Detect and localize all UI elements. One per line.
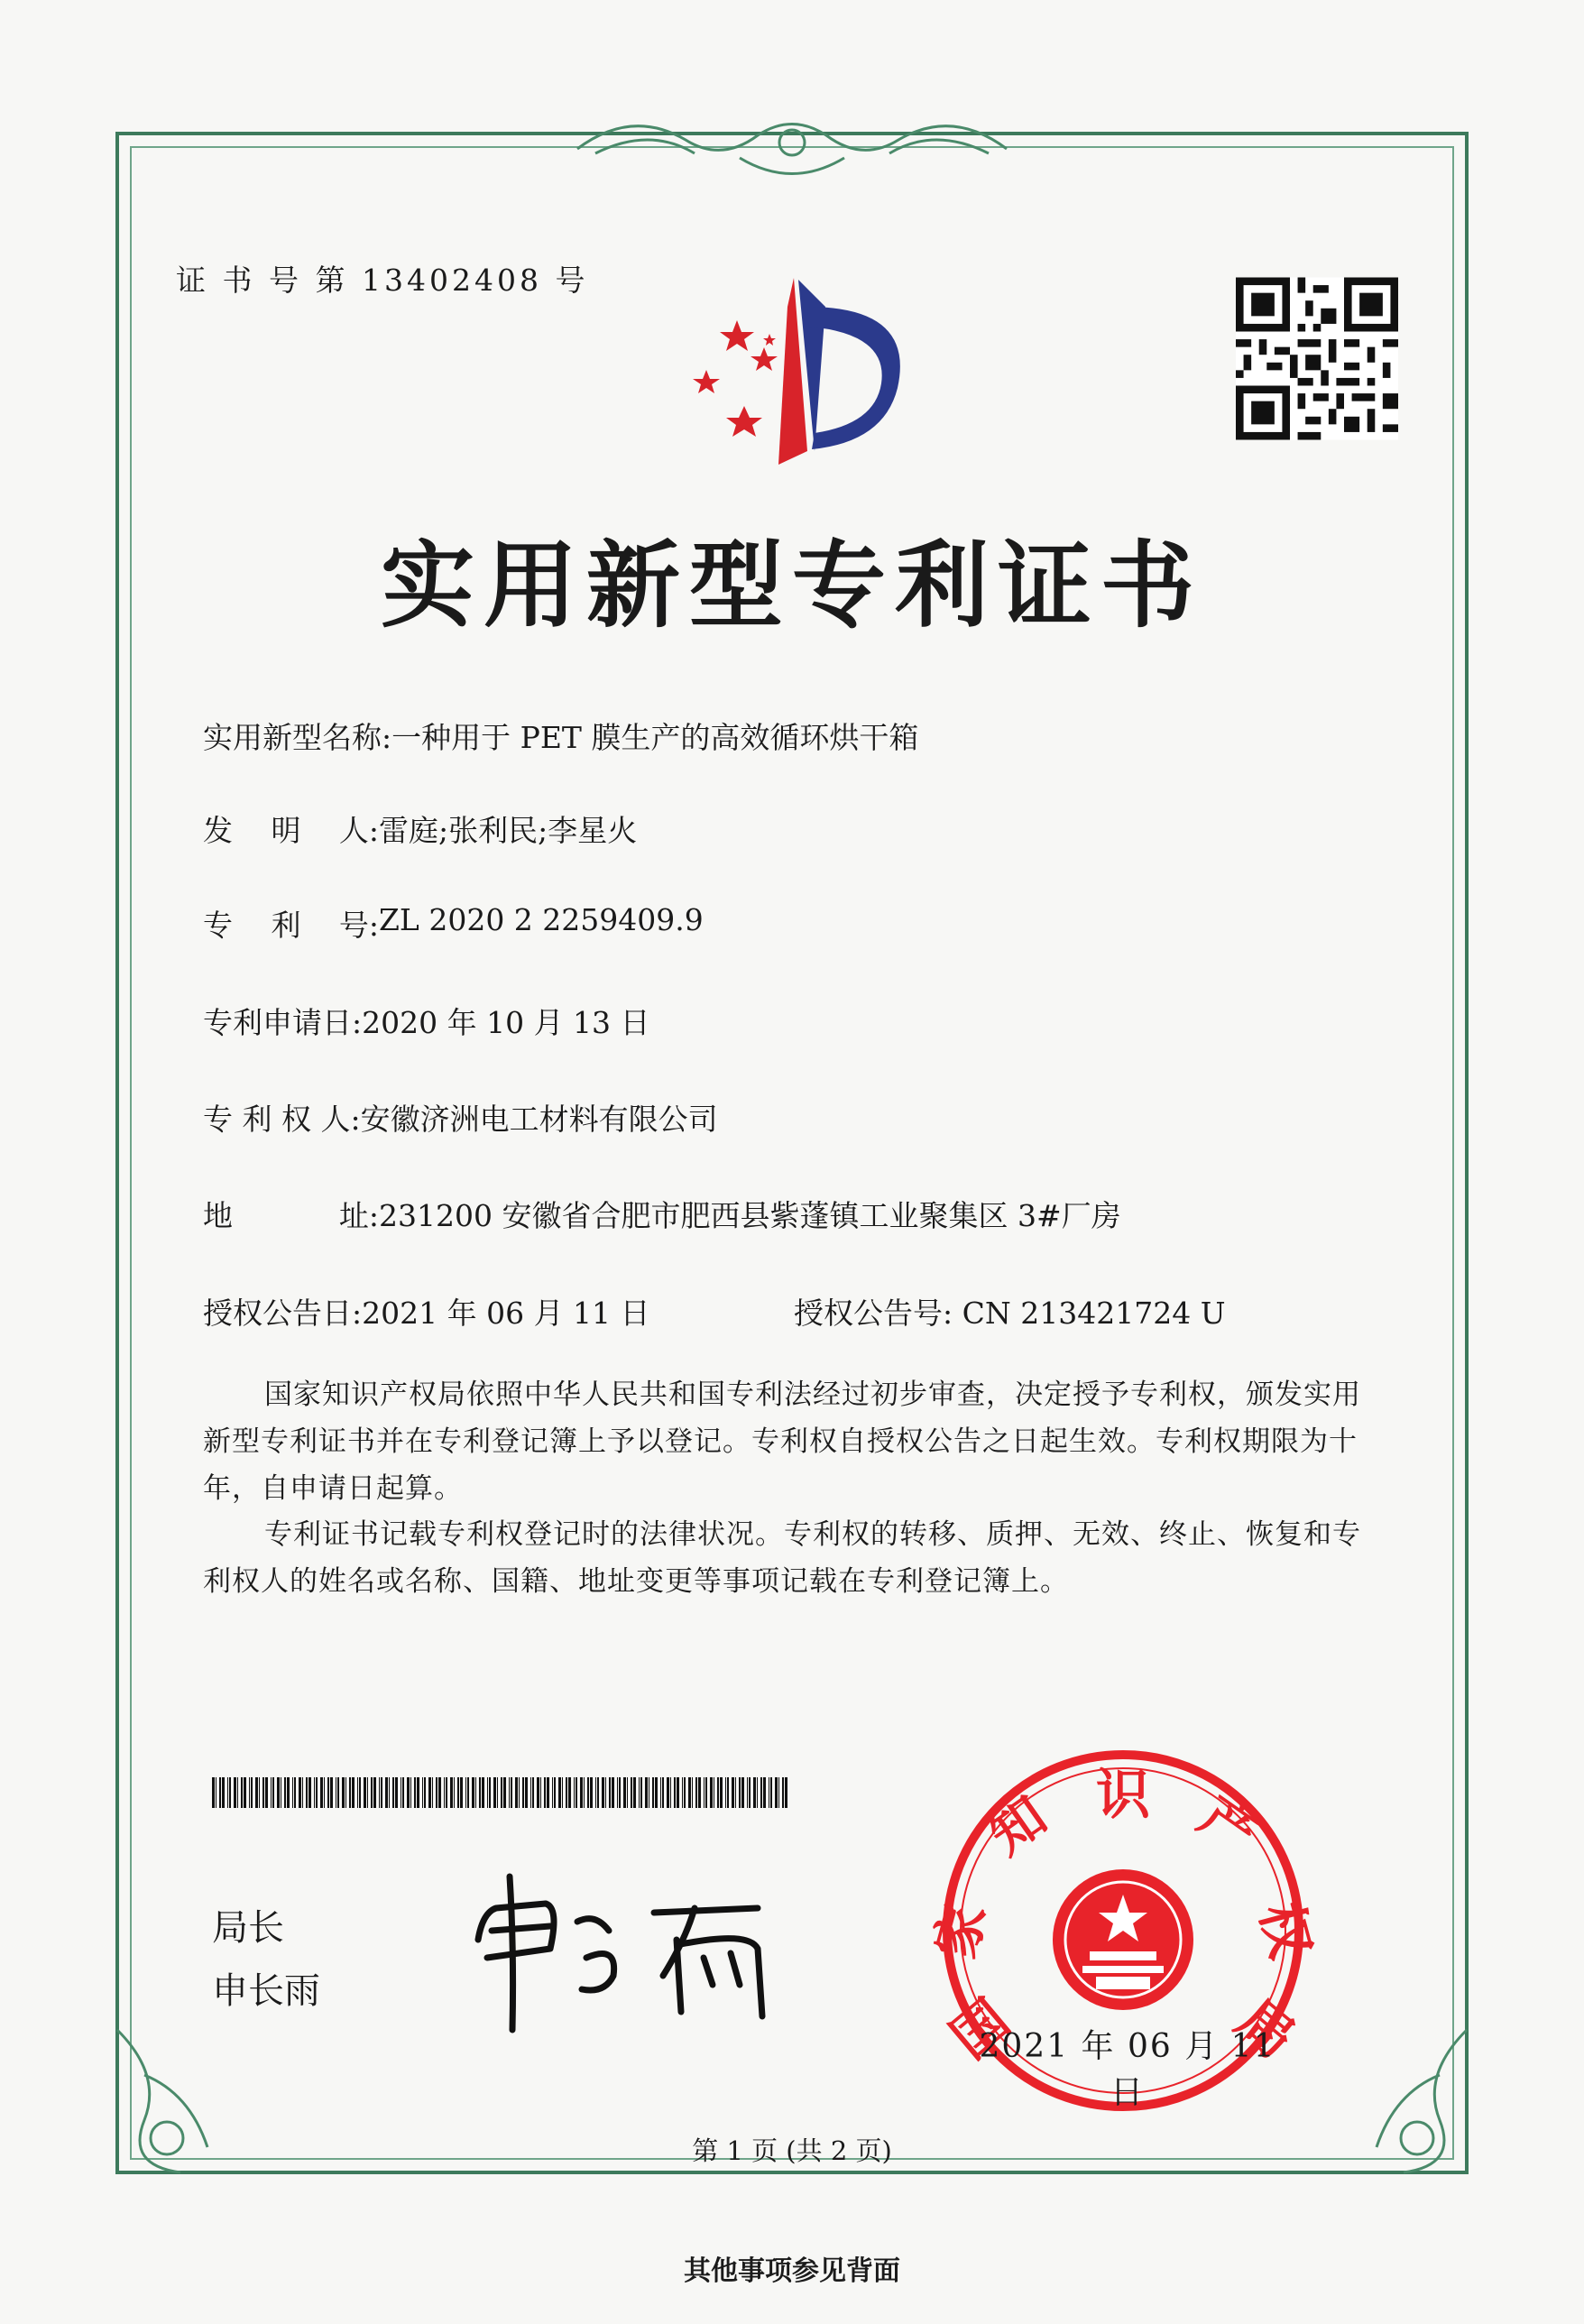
barcode-bar bbox=[493, 1777, 496, 1808]
barcode-bar bbox=[511, 1777, 512, 1808]
barcode-bar bbox=[547, 1777, 549, 1808]
field-patent-no-value: ZL 2020 2 2259409.9 bbox=[379, 902, 704, 937]
barcode-bar bbox=[544, 1777, 546, 1808]
barcode-bar bbox=[580, 1777, 583, 1808]
barcode-bar bbox=[357, 1777, 358, 1808]
barcode-bar bbox=[532, 1777, 534, 1808]
barcode-bar bbox=[677, 1777, 679, 1808]
svg-text:权: 权 bbox=[1247, 1895, 1322, 1965]
barcode-bar bbox=[747, 1777, 748, 1808]
field-grant-date-value: 2021 年 06 月 11 日 bbox=[362, 1296, 650, 1331]
field-grant-no-label: 授权公告号: bbox=[794, 1296, 953, 1331]
barcode bbox=[212, 1777, 789, 1808]
label-char: 地 bbox=[203, 1198, 233, 1233]
barcode-bar bbox=[667, 1777, 669, 1808]
barcode-bar bbox=[287, 1777, 290, 1808]
barcode-bar bbox=[753, 1777, 756, 1808]
barcode-bar bbox=[584, 1777, 585, 1808]
field-grant-date bbox=[203, 1290, 650, 1333]
barcode-bar bbox=[576, 1777, 577, 1808]
barcode-bar bbox=[446, 1777, 447, 1808]
barcode-bar bbox=[467, 1777, 469, 1808]
barcode-bar bbox=[410, 1777, 411, 1808]
barcode-bar bbox=[342, 1777, 345, 1808]
field-apply-date bbox=[203, 1000, 650, 1042]
director-title: 局长 bbox=[212, 1907, 284, 1949]
barcode-bar bbox=[330, 1777, 333, 1808]
label-char: 发 bbox=[203, 813, 233, 848]
barcode-bar bbox=[605, 1777, 606, 1808]
barcode-bar bbox=[509, 1777, 510, 1808]
barcode-bar bbox=[682, 1777, 683, 1808]
barcode-bar bbox=[345, 1777, 346, 1808]
barcode-bar bbox=[212, 1777, 215, 1808]
barcode-bar bbox=[302, 1777, 303, 1808]
barcode-bar bbox=[381, 1777, 382, 1808]
barcode-bar bbox=[465, 1777, 466, 1808]
svg-text:知: 知 bbox=[977, 1784, 1059, 1868]
barcode-bar bbox=[655, 1777, 658, 1808]
barcode-bar bbox=[489, 1777, 491, 1808]
barcode-bar bbox=[619, 1777, 621, 1808]
barcode-bar bbox=[692, 1777, 693, 1808]
certificate-number-suffix: 号 bbox=[555, 263, 589, 298]
barcode-bar bbox=[407, 1777, 410, 1808]
barcode-bar bbox=[414, 1777, 416, 1808]
svg-text:国: 国 bbox=[939, 1987, 1022, 2071]
director-signature bbox=[460, 1858, 821, 2039]
certificate-number-prefix: 证 书 号 第 bbox=[176, 263, 349, 298]
page-indicator: 第 1 页 (共 2 页) bbox=[692, 2135, 892, 2166]
barcode-bar bbox=[367, 1777, 368, 1808]
barcode-bar bbox=[299, 1777, 301, 1808]
barcode-bar bbox=[695, 1777, 697, 1808]
seal-date: 2021 年 06 月 11 日 bbox=[979, 2028, 1276, 2111]
barcode-bar bbox=[359, 1777, 361, 1808]
barcode-bar bbox=[739, 1777, 741, 1808]
field-grant-no-value: CN 213421724 U bbox=[962, 1296, 1226, 1331]
barcode-bar bbox=[337, 1777, 339, 1808]
barcode-bar bbox=[306, 1777, 308, 1808]
barcode-bar bbox=[327, 1777, 329, 1808]
statement-paragraph-2: 专利证书记载专利权登记时的法律状况。专利权的转移、质押、无效、终止、恢复和专利权人的姓名或名称、国籍、地址变更等事项记载在专利登记簿上。 bbox=[203, 1518, 1361, 1598]
barcode-bar bbox=[670, 1777, 671, 1808]
barcode-bar bbox=[259, 1777, 260, 1808]
barcode-bar bbox=[645, 1777, 648, 1808]
label-char: 人: bbox=[338, 813, 379, 848]
barcode-bar bbox=[688, 1777, 691, 1808]
barcode-bar bbox=[757, 1777, 758, 1808]
cnipa-logo bbox=[672, 271, 925, 478]
barcode-bar bbox=[554, 1777, 556, 1808]
label-char: 号: bbox=[338, 908, 379, 943]
barcode-bar bbox=[222, 1777, 225, 1808]
barcode-bar bbox=[770, 1777, 772, 1808]
barcode-bar bbox=[612, 1777, 614, 1808]
certificate-number bbox=[176, 257, 588, 300]
barcode-bar bbox=[309, 1777, 311, 1808]
barcode-bar bbox=[705, 1777, 707, 1808]
barcode-bar bbox=[631, 1777, 632, 1808]
svg-text:局: 局 bbox=[1224, 1987, 1307, 2071]
barcode-bar bbox=[364, 1777, 366, 1808]
barcode-bar bbox=[785, 1777, 787, 1808]
barcode-bar bbox=[763, 1777, 766, 1808]
barcode-bar bbox=[537, 1777, 539, 1808]
barcode-bar bbox=[704, 1777, 705, 1808]
barcode-bar bbox=[552, 1777, 553, 1808]
field-inventor bbox=[203, 807, 637, 850]
barcode-bar bbox=[540, 1777, 541, 1808]
barcode-bar bbox=[595, 1777, 596, 1808]
barcode-bar bbox=[627, 1777, 628, 1808]
barcode-bar bbox=[444, 1777, 445, 1808]
barcode-bar bbox=[395, 1777, 398, 1808]
barcode-bar bbox=[741, 1777, 744, 1808]
barcode-bar bbox=[497, 1777, 498, 1808]
barcode-bar bbox=[450, 1777, 453, 1808]
barcode-bar bbox=[640, 1777, 642, 1808]
barcode-bar bbox=[698, 1777, 701, 1808]
barcode-bar bbox=[262, 1777, 264, 1808]
barcode-bar bbox=[574, 1777, 575, 1808]
statement-paragraph-1: 国家知识产权局依照中华人民共和国专利法经过初步审查，决定授予专利权，颁发实用新型专利证书并在专利登记簿上予以登记。专利权自授权公告之日起生效。专利权期限为十年，自申请日起算。 bbox=[203, 1379, 1361, 1505]
barcode-bar bbox=[684, 1777, 686, 1808]
barcode-bar bbox=[251, 1777, 253, 1808]
barcode-bar bbox=[249, 1777, 250, 1808]
barcode-bar bbox=[424, 1777, 426, 1808]
barcode-bar bbox=[660, 1777, 661, 1808]
barcode-bar bbox=[324, 1777, 325, 1808]
barcode-bar bbox=[717, 1777, 719, 1808]
barcode-bar bbox=[515, 1777, 518, 1808]
field-holder bbox=[203, 1096, 718, 1139]
qr-code bbox=[1236, 275, 1398, 442]
barcode-bar bbox=[487, 1777, 488, 1808]
barcode-bar bbox=[501, 1777, 502, 1808]
barcode-bar bbox=[674, 1777, 676, 1808]
field-grant-date-label: 授权公告日: bbox=[203, 1296, 363, 1331]
barcode-bar bbox=[385, 1777, 388, 1808]
barcode-bar bbox=[652, 1777, 654, 1808]
barcode-bar bbox=[558, 1777, 561, 1808]
barcode-bar bbox=[525, 1777, 528, 1808]
barcode-bar bbox=[320, 1777, 323, 1808]
barcode-bar bbox=[562, 1777, 563, 1808]
barcode-bar bbox=[519, 1777, 520, 1808]
barcode-bar bbox=[438, 1777, 441, 1808]
barcode-bar bbox=[775, 1777, 778, 1808]
barcode-bar bbox=[373, 1777, 376, 1808]
barcode-bar bbox=[379, 1777, 380, 1808]
field-address-label bbox=[203, 1193, 379, 1235]
director-name: 申长雨 bbox=[212, 1970, 320, 2012]
field-name-label: 实用新型名称: bbox=[203, 720, 392, 755]
barcode-bar bbox=[522, 1777, 524, 1808]
barcode-bar bbox=[277, 1777, 280, 1808]
certificate-number-value: 13402408 bbox=[361, 263, 542, 298]
field-address-value: 231200 安徽省合肥市肥西县紫蓬镇工业聚集区 3#厂房 bbox=[379, 1198, 1121, 1233]
barcode-bar bbox=[432, 1777, 433, 1808]
field-inventor-label bbox=[203, 807, 379, 850]
barcode-bar bbox=[389, 1777, 390, 1808]
barcode-bar bbox=[229, 1777, 231, 1808]
svg-text:识: 识 bbox=[1096, 1764, 1150, 1827]
barcode-bar bbox=[778, 1777, 779, 1808]
barcode-bar bbox=[602, 1777, 604, 1808]
barcode-bar bbox=[725, 1777, 726, 1808]
field-patent-no-label bbox=[203, 902, 379, 945]
barcode-bar bbox=[292, 1777, 293, 1808]
barcode-bar bbox=[782, 1777, 784, 1808]
barcode-bar bbox=[749, 1777, 751, 1808]
barcode-bar bbox=[422, 1777, 423, 1808]
barcode-bar bbox=[241, 1777, 243, 1808]
field-patent-no bbox=[203, 902, 704, 945]
barcode-bar bbox=[475, 1777, 476, 1808]
barcode-bar bbox=[568, 1777, 571, 1808]
barcode-bar bbox=[219, 1777, 221, 1808]
barcode-bar bbox=[482, 1777, 484, 1808]
barcode-bar bbox=[457, 1777, 459, 1808]
barcode-bar bbox=[272, 1777, 274, 1808]
barcode-bar bbox=[371, 1777, 373, 1808]
field-address bbox=[203, 1193, 1121, 1235]
footer-note: 其他事项参见背面 bbox=[684, 2255, 900, 2287]
field-holder-label: 专 利 权 人: bbox=[203, 1102, 361, 1137]
barcode-bar bbox=[639, 1777, 640, 1808]
barcode-bar bbox=[587, 1777, 589, 1808]
barcode-bar bbox=[727, 1777, 729, 1808]
barcode-bar bbox=[609, 1777, 611, 1808]
barcode-bar bbox=[662, 1777, 664, 1808]
field-apply-date-label: 专利申请日: bbox=[203, 1005, 363, 1040]
barcode-bar bbox=[735, 1777, 736, 1808]
barcode-bar bbox=[617, 1777, 618, 1808]
barcode-bar bbox=[402, 1777, 404, 1808]
field-inventor-value: 雷庭;张利民;李星火 bbox=[379, 813, 638, 848]
barcode-bar bbox=[294, 1777, 296, 1808]
barcode-bar bbox=[255, 1777, 258, 1808]
barcode-bar bbox=[314, 1777, 315, 1808]
barcode-bar bbox=[265, 1777, 268, 1808]
field-apply-date-value: 2020 年 10 月 13 日 bbox=[362, 1005, 650, 1040]
barcode-bar bbox=[234, 1777, 236, 1808]
svg-text:家: 家 bbox=[924, 1895, 999, 1965]
barcode-bar bbox=[227, 1777, 228, 1808]
barcode-bar bbox=[392, 1777, 394, 1808]
barcode-bar bbox=[349, 1777, 351, 1808]
page-title: 实用新型专利证书 bbox=[380, 530, 1203, 641]
barcode-bar bbox=[566, 1777, 567, 1808]
barcode-bar bbox=[428, 1777, 431, 1808]
barcode-bar bbox=[436, 1777, 437, 1808]
barcode-bar bbox=[244, 1777, 246, 1808]
label-char: 址: bbox=[338, 1198, 379, 1233]
barcode-bar bbox=[597, 1777, 599, 1808]
label-char: 专 bbox=[203, 908, 233, 943]
barcode-bar bbox=[530, 1777, 531, 1808]
barcode-bar bbox=[472, 1777, 474, 1808]
svg-text:产: 产 bbox=[1187, 1784, 1269, 1868]
barcode-bar bbox=[503, 1777, 506, 1808]
field-holder-value: 安徽济洲电工材料有限公司 bbox=[360, 1102, 718, 1137]
barcode-bar bbox=[352, 1777, 355, 1808]
barcode-bar bbox=[590, 1777, 593, 1808]
barcode-bar bbox=[284, 1777, 286, 1808]
field-name-value: 一种用于 PET 膜生产的高效循环烘干箱 bbox=[391, 720, 919, 755]
barcode-bar bbox=[760, 1777, 762, 1808]
field-name bbox=[203, 715, 918, 757]
barcode-bar bbox=[479, 1777, 481, 1808]
field-grant-no bbox=[794, 1290, 1226, 1333]
barcode-bar bbox=[237, 1777, 238, 1808]
barcode-bar bbox=[454, 1777, 455, 1808]
barcode-bar bbox=[460, 1777, 463, 1808]
barcode-bar bbox=[633, 1777, 636, 1808]
barcode-bar bbox=[710, 1777, 713, 1808]
barcode-bar bbox=[732, 1777, 734, 1808]
barcode-bar bbox=[623, 1777, 626, 1808]
label-char: 利 bbox=[271, 908, 301, 943]
label-char: 明 bbox=[271, 813, 301, 848]
barcode-bar bbox=[720, 1777, 723, 1808]
barcode-bar bbox=[417, 1777, 419, 1808]
barcode-bar bbox=[271, 1777, 272, 1808]
barcode-bar bbox=[316, 1777, 318, 1808]
